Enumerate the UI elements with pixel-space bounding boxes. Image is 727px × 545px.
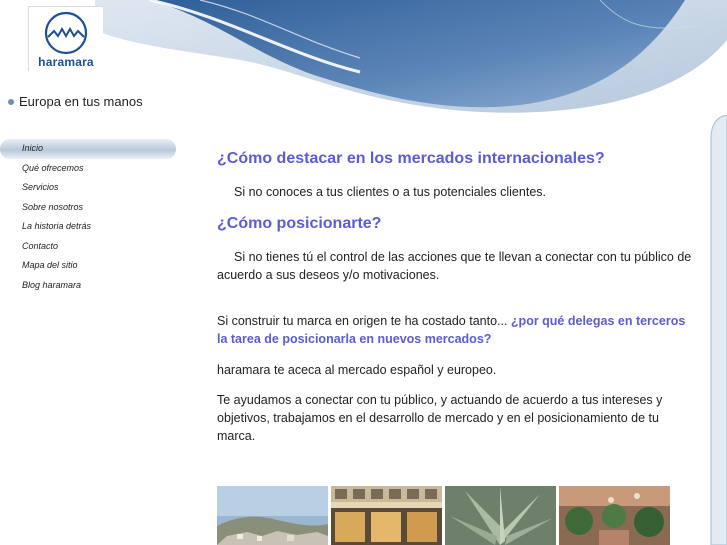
paragraph-control: Si no tienes tú el control de las acciones que te llevan a conectar con tu público de acuerdo a sus deseos y/o motivaciones. xyxy=(217,250,692,282)
paragraph-marca xyxy=(217,312,697,348)
wave-circle-icon xyxy=(29,9,103,59)
nav-item-mapa-del-sitio[interactable]: Mapa del sitio xyxy=(22,260,78,270)
brand-logo[interactable] xyxy=(28,6,103,71)
paragraph-mercado: haramara te aceca al mercado español y europeo. xyxy=(217,363,497,377)
heading-posicionarte: ¿Cómo posicionarte? xyxy=(217,215,382,232)
photo-coast-town[interactable] xyxy=(217,486,328,545)
nav-item-inicio[interactable]: Inicio xyxy=(0,139,176,159)
main-content xyxy=(217,150,697,445)
photo-plaza-plants[interactable] xyxy=(559,486,670,545)
nav-item-contacto[interactable]: Contacto xyxy=(22,240,59,251)
photo-agave-plant[interactable] xyxy=(445,486,556,545)
nav-item-sobre-nosotros[interactable]: Sobre nosotros xyxy=(22,201,84,212)
heading-destacar: ¿Cómo destacar en los mercados internacionales? xyxy=(217,150,605,167)
nav-item-la-historia[interactable]: La historia detrás xyxy=(22,221,92,231)
site-tagline xyxy=(8,94,143,109)
paragraph-ayudamos: Te ayudamos a conectar con tu público, y actuando de acuerdo a tus intereses y objetivos, trabajamos en el desarrollo de mercado y en el posicionamiento de tu marca. xyxy=(217,393,663,443)
tagline-text: Europa en tus manos xyxy=(19,94,143,109)
right-side-panel xyxy=(705,115,727,545)
nav-item-blog[interactable]: Blog haramara xyxy=(22,279,82,290)
logo-text: haramara xyxy=(38,55,94,69)
nav-item-que-ofrecemos[interactable]: Qué ofrecemos xyxy=(22,162,84,173)
dot-icon xyxy=(8,99,14,105)
marca-question: ¿por qué delegas en terceros la tarea de posicionarla en nuevos mercados? xyxy=(217,314,686,346)
sidebar-nav xyxy=(0,139,180,295)
nav-item-servicios[interactable]: Servicios xyxy=(22,182,59,192)
paragraph-clientes: Si no conoces a tus clientes o a tus potenciales clientes. xyxy=(234,185,546,199)
marca-intro: Si construir tu marca en origen te ha costado tanto... xyxy=(217,314,508,328)
photo-storefront[interactable] xyxy=(331,486,442,545)
